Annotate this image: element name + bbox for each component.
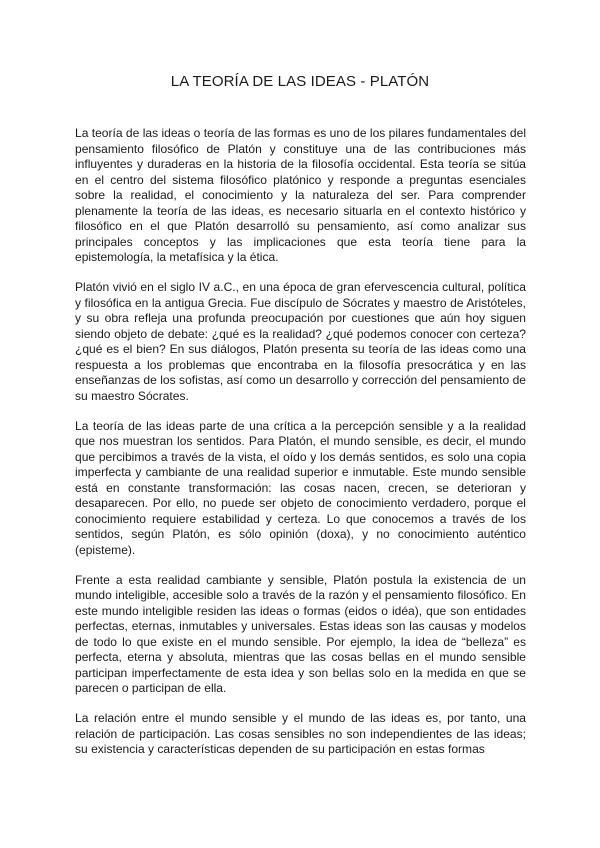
document-body: [75, 126, 526, 772]
paragraph-intro: La teoría de las ideas o teoría de las formas es uno de los pilares fundamentales del pensamiento filosófico de Platón y constituye una de las contribuciones más influyentes y duraderas en la historia de la filosofía occidental. Esta teoría se sitúa en el centro del sistema filosófico platónico y responde a preguntas esenciales sobre la realidad, el conocimiento y la naturaleza del ser. Para comprender plenamente la teoría de las ideas, es necesario situarla en el contexto histórico y filosófico en el que Platón desarrolló su pensamiento, así como analizar sus principales conceptos y las implicaciones que esta teoría tiene para la epistemología, la metafísica y la ética.: [75, 126, 526, 264]
paragraph-context: Platón vivió en el siglo IV a.C., en una época de gran efervescencia cultural, política y filosófica en la antigua Grecia. Fue discípulo de Sócrates y maestro de Aristóteles, y su obra refleja una profunda preocupación por cuestiones que aún hoy siguen siendo objeto de debate: ¿qué es la realidad? ¿qué podemos conocer con certeza? ¿qué es el bien? En sus diálogos, Platón presenta su teoría de las ideas como una respuesta a los problemas que encontraba en la filosofía presocrática y en las enseñanzas de los sofistas, así como un desarrollo y corrección del pensamiento de su maestro Sócrates.: [75, 280, 526, 403]
paragraph-sensible-world: La teoría de las ideas parte de una crítica a la percepción sensible y a la realidad que nos muestran los sentidos. Para Platón, el mundo sensible, es decir, el mundo que percibimos a través de la vista, el oído y los demás sentidos, es solo una copia imperfecta y cambiante de una realidad superior e inmutable. Este mundo sensible está en constante transformación: las cosas nacen, crecen, se deterioran y desaparecen. Por ello, no puede ser objeto de conocimiento verdadero, porque el conocimiento requiere estabilidad y certeza. Lo que conocemos a través de los sentidos, según Platón, es sólo opinión (doxa), y no conocimiento auténtico (episteme).: [75, 418, 526, 557]
paragraph-participation: La relación entre el mundo sensible y el mundo de las ideas es, por tanto, una relación de participación. Las cosas sensibles no son independientes de las ideas; su existencia y características dependen de su participación en estas formas: [75, 711, 526, 756]
page-title: LA TEORÍA DE LAS IDEAS - PLATÓN: [170, 73, 430, 90]
paragraph-intelligible-world: Frente a esta realidad cambiante y sensible, Platón postula la existencia de un mundo inteligible, accesible solo a través de la razón y el pensamiento filosófico. En este mundo inteligible residen las ideas o formas (eidos o idéa), que son entidades perfectas, eternas, inmutables y universales. Estas ideas son las causas y modelos de todo lo que existe en el mundo sensible. Por ejemplo, la idea de “belleza” es perfecta, eterna y absoluta, mientras que las cosas bellas en el mundo sensible participan imperfectamente de esta idea y son bellas solo en la medida en que se parecen o participan de ella.: [75, 572, 526, 695]
